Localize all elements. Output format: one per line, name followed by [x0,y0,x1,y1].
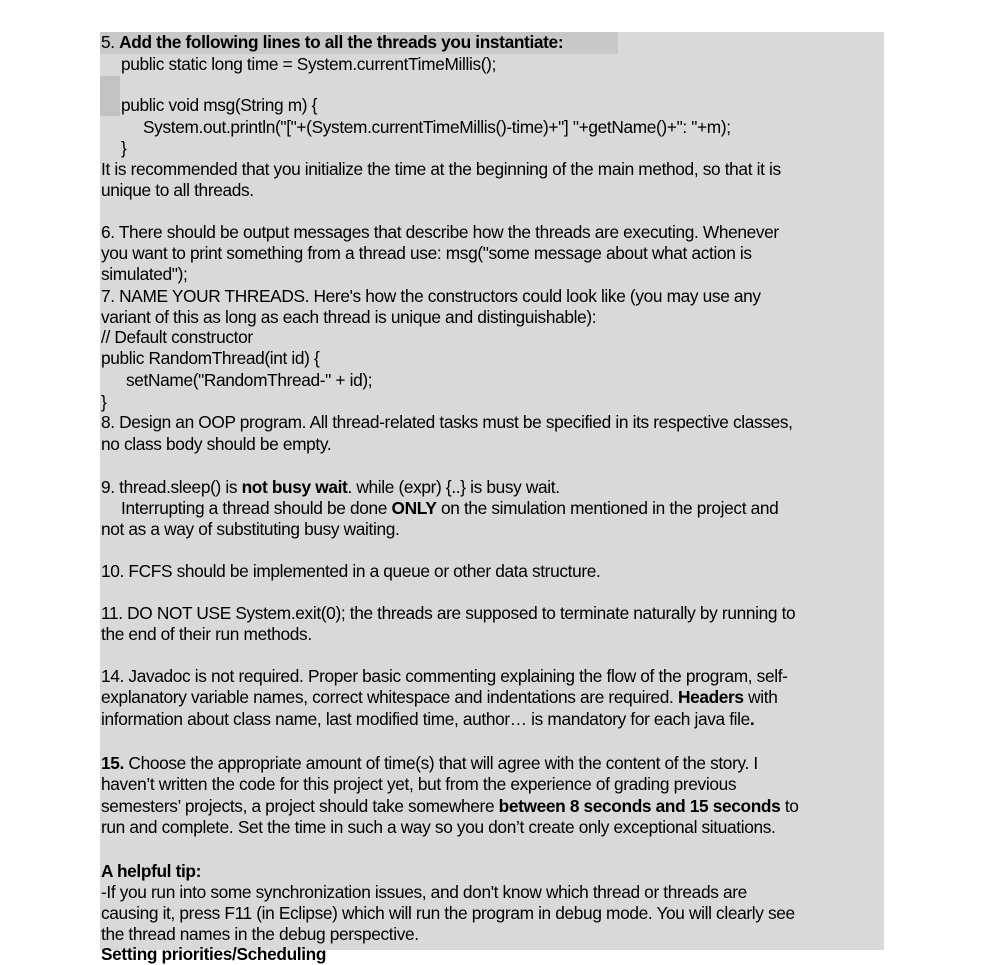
item5-note-line-1: It is recommended that you initialize the time at the beginning of the main method, so that it is [101,159,781,179]
item5-number: 5. [101,32,120,52]
item15-line3-bold: between 8 seconds and 15 seconds [498,796,781,816]
item5-code-line-2: public void msg(String m) { [121,95,318,115]
item7-line-3: // Default constructor [101,327,253,347]
item6-line-3: simulated"); [101,264,188,284]
item5-heading-text: Add the following lines to all the threads you instantiate: [119,32,564,52]
item10-line-1: 10. FCFS should be implemented in a queue or other data structure. [101,561,601,581]
item15-line-4: run and complete. Set the time in such a way so you don’t create only exceptional situations. [101,817,776,837]
item15-line1-text: Choose the appropriate amount of time(s) that will agree with the content of the story. I [123,753,758,773]
item15-line3-post: to [780,796,799,816]
item5-code-line-3: System.out.println("["+(System.currentTimeMillis()-time)+"] "+getName()+": "+m); [143,117,731,137]
item7-line-6: } [101,392,107,412]
item7-line-2: variant of this as long as each thread is unique and distinguishable): [101,307,597,327]
item15-line-1 [101,753,758,774]
item11-line-1: 11. DO NOT USE System.exit(0); the threads are supposed to terminate naturally by running to [101,603,796,623]
item5-heading [101,32,563,53]
item8-line-2: no class body should be empty. [101,434,332,454]
item15-line3-pre: semesters’ projects, a project should take somewhere [101,796,499,816]
item14-line3-pre: information about class name, last modified time, author… is mandatory for each java file [101,709,750,729]
item5-code-line-1: public static long time = System.currentTimeMillis(); [121,54,497,74]
next-heading-cutoff [101,944,326,965]
item14-line-1: 14. Javadoc is not required. Proper basic commenting explaining the flow of the program, self- [101,666,788,686]
item14-line2-bold: Headers [677,687,744,707]
tip-heading [101,861,201,882]
next-heading-text: Setting priorities/Scheduling [101,944,327,964]
item9-bold: not busy wait [241,477,348,497]
item5-code-line-4: } [121,138,127,158]
item11-line-2: the end of their run methods. [101,624,312,644]
item9-line2-pre: Interrupting a thread should be done [121,498,392,518]
tip-line-1: -If you run into some synchronization issues, and don't know which thread or threads are [101,882,747,902]
item15-line-2: haven’t written the code for this project yet, but from the experience of grading previous [101,774,737,794]
item9-pre: 9. thread.sleep() is [101,477,242,497]
tip-line-3: the thread names in the debug perspective. [101,924,419,944]
item9-line-3: not as a way of substituting busy waiting. [101,519,400,539]
item9-post: . while (expr) {..} is busy wait. [347,477,560,497]
item9-line-2 [121,498,778,519]
item8-line-1: 8. Design an OOP program. All thread-related tasks must be specified in its respective classes, [101,412,793,432]
item14-line-2 [101,687,778,708]
item15-line-3 [101,796,799,817]
item14-line3-bold: . [749,709,755,729]
item7-line-5: setName("RandomThread-" + id); [126,370,373,390]
item7-line-1: 7. NAME YOUR THREADS. Here's how the constructors could look like (you may use any [101,286,761,306]
code-gutter-highlight [100,76,120,116]
item7-line-4: public RandomThread(int id) { [101,348,320,368]
item6-line-1: 6. There should be output messages that describe how the threads are executing. Whenever [101,222,779,242]
tip-line-2: causing it, press F11 (in Eclipse) which will run the program in debug mode. You will clearly see [101,903,795,923]
item14-line2-pre: explanatory variable names, correct whitespace and indentations are required. [101,687,678,707]
item14-line2-post: with [743,687,778,707]
item6-line-2: you want to print something from a thread use: msg("some message about what action is [101,243,752,263]
item15-number: 15. [101,753,124,773]
item9-line2-bold: ONLY [391,498,437,518]
tip-heading-text: A helpful tip: [101,861,202,881]
item14-line-3 [101,709,754,730]
item5-note-line-2: unique to all threads. [101,180,254,200]
item9-line-1 [101,477,560,498]
item9-line2-post: on the simulation mentioned in the project and [436,498,779,518]
